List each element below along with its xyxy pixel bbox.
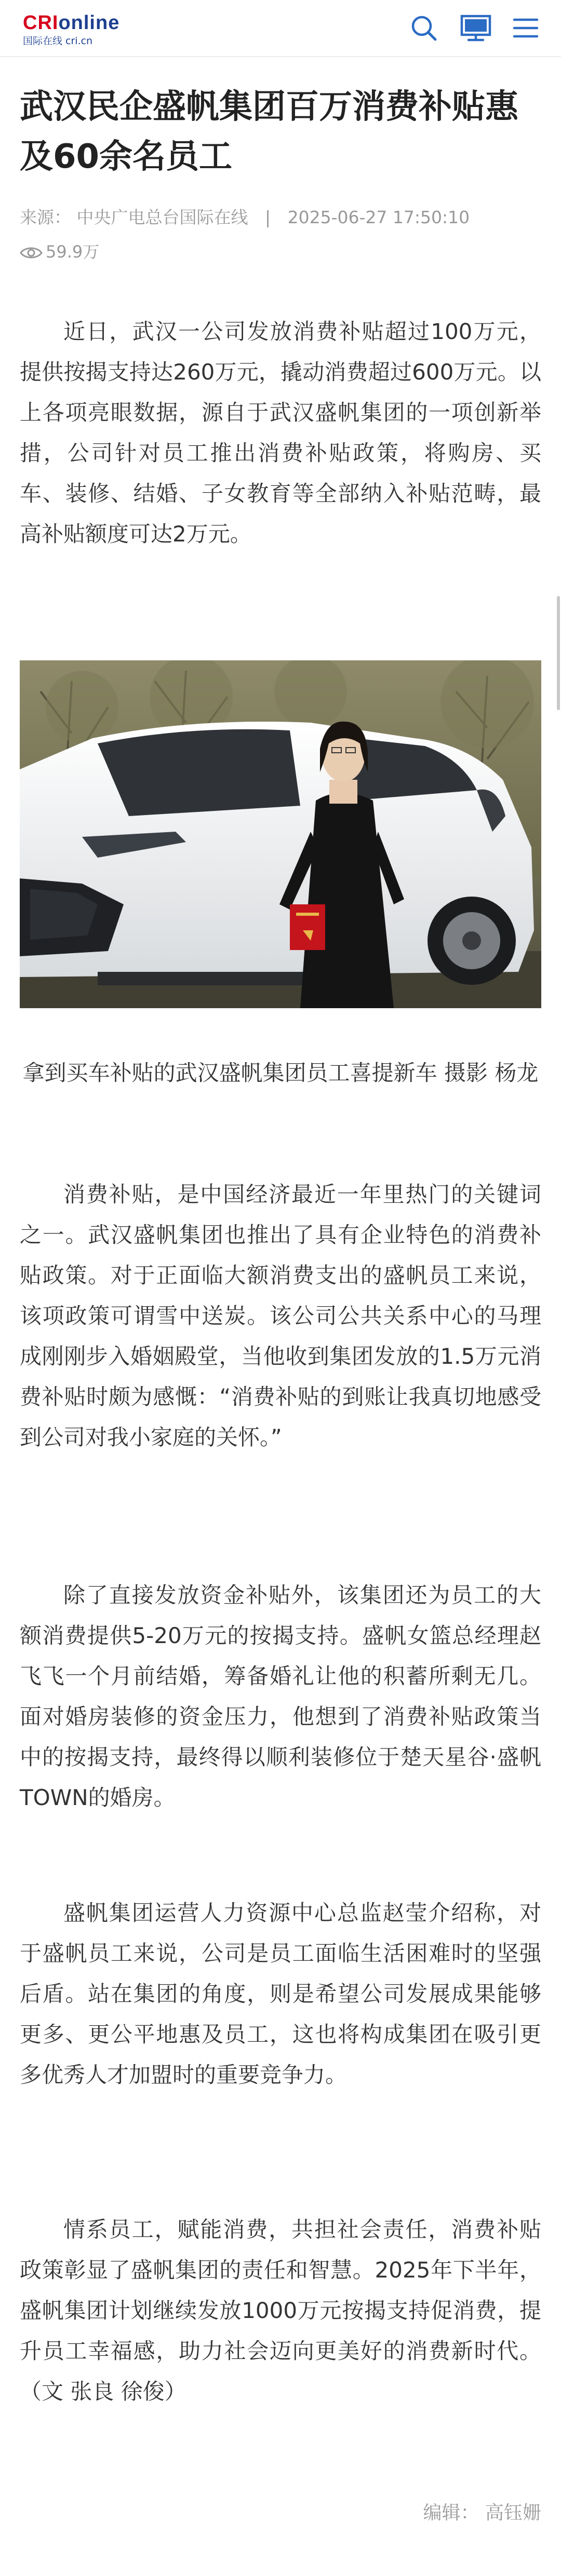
photo-caption: 拿到买车补贴的武汉盛帆集团员工喜提新车 摄影 杨龙 bbox=[22, 1060, 539, 1086]
article-paragraph-4: 盛帆集团运营人力资源中心总监赵莹介绍称，对于盛帆员工来说，公司是员工面临生活困难时的坚强后盾。站在集团的角度，则是希望公司发展成果能够更多、更公平地惠及员工，这也将构成集团在吸引更多优秀人才加盟时的重要竞争力。 bbox=[20, 1900, 541, 2087]
publish-datetime: 2025-06-27 17:50:10 bbox=[287, 207, 470, 227]
article-meta bbox=[20, 206, 541, 229]
monitor-icon[interactable] bbox=[460, 13, 489, 43]
scrollbar[interactable] bbox=[557, 56, 561, 2576]
article-photo bbox=[20, 660, 541, 1008]
eye-icon bbox=[20, 245, 43, 261]
logo-wordmark: CRIonline bbox=[23, 12, 120, 34]
source-name: 中央广电总台国际在线 bbox=[76, 207, 248, 227]
search-icon[interactable] bbox=[409, 13, 438, 43]
cri-online-logo[interactable] bbox=[23, 11, 122, 48]
view-count-value: 59.9万 bbox=[46, 242, 100, 262]
menu-icon[interactable] bbox=[511, 13, 540, 43]
top-bar bbox=[0, 0, 561, 57]
view-count bbox=[20, 240, 99, 264]
article-paragraph-1: 近日，武汉一公司发放消费补贴超过100万元，提供按揭支持达260万元，撬动消费超过600万元。以上各项亮眼数据，源自于武汉盛帆集团的一项创新举措，公司针对员工推出消费补贴政策，将购房、买车、装修、结婚、子女教育等全部纳入补贴范畴，最高补贴额度可达2万元。 bbox=[20, 319, 541, 547]
editor-credit: 编辑： 高钰姗 bbox=[423, 2502, 541, 2524]
logo-subtitle: 国际在线 cri.cn bbox=[23, 35, 93, 47]
article-paragraph-5: 情系员工，赋能消费，共担社会责任，消费补贴政策彰显了盛帆集团的责任和智慧。2025年下半年，盛帆集团计划继续发放1000万元按揭支持促消费，提升员工幸福感，助力社会迈向更美好的消费新时代。（文 张良 徐俊） bbox=[20, 2217, 541, 2404]
article-paragraph-2: 消费补贴，是中国经济最近一年里热门的关键词之一。武汉盛帆集团也推出了具有企业特色的消费补贴政策。对于正面临大额消费支出的盛帆员工来说，该项政策可谓雪中送炭。该公司公共关系中心的马理成刚刚步入婚姻殿堂，当他收到集团发放的1.5万元消费补贴时颇为感慨：“消费补贴的到账让我真切地感受到公司对我小家庭的关怀。” bbox=[20, 1182, 541, 1450]
article-paragraph-3: 除了直接发放资金补贴外，该集团还为员工的大额消费提供5-20万元的按揭支持。盛帆女篮总经理赵飞飞一个月前结婚，筹备婚礼让他的积蓄所剩无几。面对婚房装修的资金压力，他想到了消费补贴政策当中的按揭支持，最终得以顺利装修位于楚天星谷·盛帆TOWN的婚房。 bbox=[20, 1582, 541, 1810]
scrollbar-thumb[interactable] bbox=[557, 596, 560, 710]
article-title: 武汉民企盛帆集团百万消费补贴惠及60余名员工 bbox=[20, 88, 518, 176]
meta-separator: | bbox=[265, 207, 271, 227]
source-label: 来源： bbox=[20, 207, 71, 227]
